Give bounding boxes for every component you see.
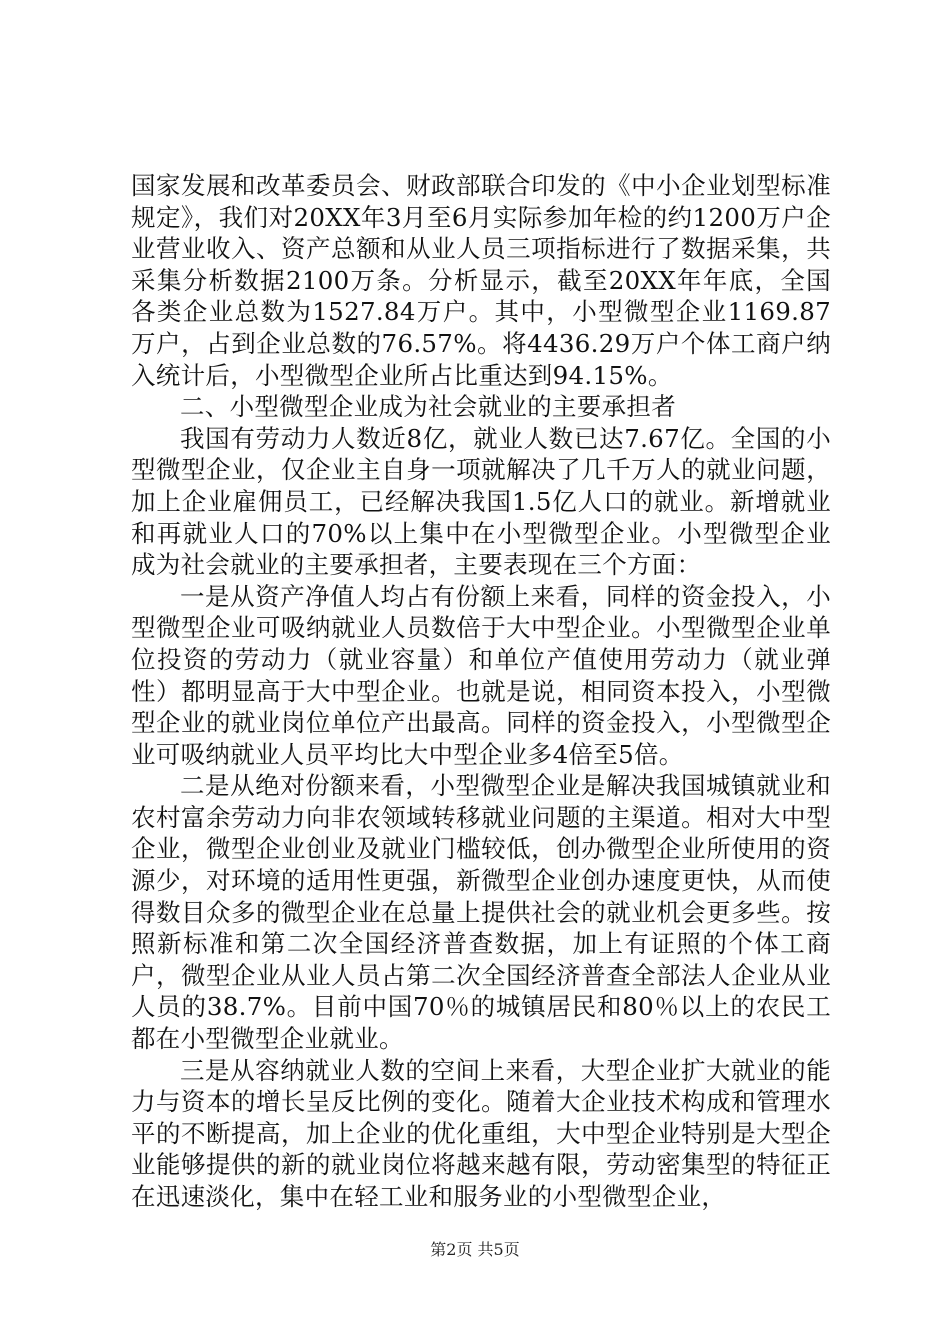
paragraph-5: 二是从绝对份额来看，小型微型企业是解决我国城镇就业和农村富余劳动力向非农领域转移就业问题的主渠道。相对大中型企业，微型企业创业及就业门槛较低，创办微型企业所使用的资源少，对环境的适用性更强，新微型企业创办速度更快，从而使得数目众多的微型企业在总量上提供社会的就业机会更多些。按照新标准和第二次全国经济普查数据，加上有证照的个体工商户，微型企业从业人员占第二次全国经济普查全部法人企业从业人员的38.7%。目前中国70％的城镇居民和80％以上的农民工都在小型微型企业就业。 bbox=[131, 771, 831, 1054]
page-number-label: 第2页 共5页 bbox=[430, 1240, 520, 1259]
paragraph-6: 三是从容纳就业人数的空间上来看，大型企业扩大就业的能力与资本的增长呈反比例的变化。随着大企业技术构成和管理水平的不断提高，加上企业的优化重组，大中型企业特别是大型企业能够提供的新的就业岗位将越来越有限，劳动密集型的特征正在迅速淡化，集中在轻工业和服务业的小型微型企业， bbox=[131, 1055, 831, 1211]
paragraph-1: 国家发展和改革委员会、财政部联合印发的《中小企业划型标准规定》，我们对20XX年3月至6月实际参加年检的约1200万户企业营业收入、资产总额和从业人员三项指标进行了数据采集，共采集分析数据2100万条。分析显示，截至20XX年年底，全国各类企业总数为1527.84万户。其中，小型微型企业1169.87万户，占到企业总数的76.57%。将4436.29万户个体工商户纳入统计后，小型微型企业所占比重达到94.15%。 bbox=[131, 171, 831, 390]
section-heading: 二、小型微型企业成为社会就业的主要承担者 bbox=[180, 392, 676, 422]
paragraph-3: 我国有劳动力人数近8亿，就业人数已达7.67亿。全国的小型微型企业，仅企业主自身一项就解决了几千万人的就业问题，加上企业雇佣员工，已经解决我国1.5亿人口的就业。新增就业和再就业人口的70%以上集中在小型微型企业。小型微型企业成为社会就业的主要承担者，主要表现在三个方面： bbox=[131, 423, 831, 580]
document-body bbox=[131, 170, 831, 1213]
paragraph-4: 一是从资产净值人均占有份额上来看，同样的资金投入，小型微型企业可吸纳就业人员数倍于大中型企业。小型微型企业单位投资的劳动力（就业容量）和单位产值使用劳动力（就业弹性）都明显高于大中型企业。也就是说，相同资本投入，小型微型企业的就业岗位单位产出最高。同样的资金投入，小型微型企业可吸纳就业人员平均比大中型企业多4倍至5倍。 bbox=[131, 581, 831, 769]
page-footer bbox=[0, 1240, 950, 1260]
